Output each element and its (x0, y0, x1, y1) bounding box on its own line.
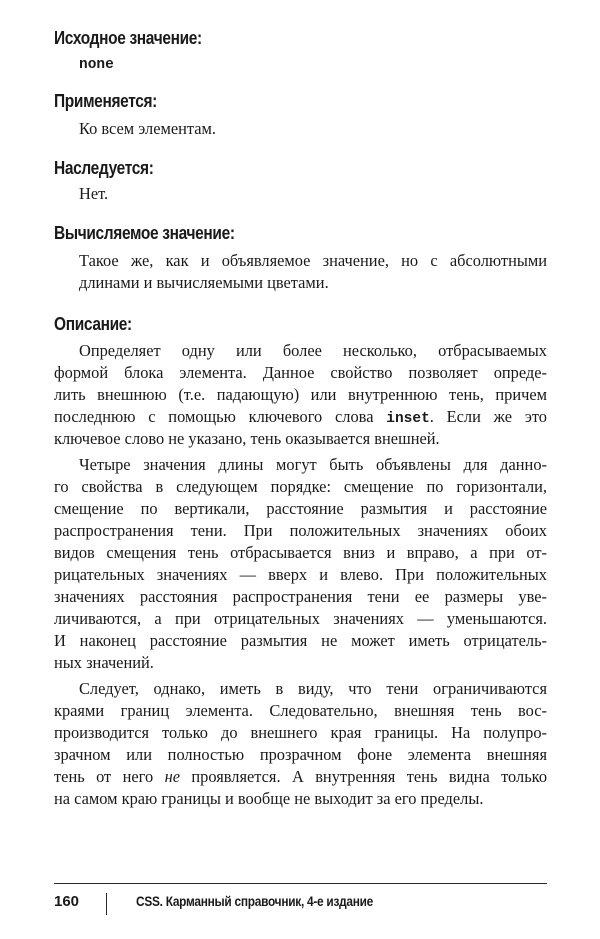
running-title: CSS. Карманный справочник, 4-е издание (136, 894, 374, 909)
inherited-text: Нет. (79, 184, 109, 203)
description-line: значениях расстояния распространения тени ее размеры уве- (54, 587, 547, 606)
description-line: смещение по вертикали, расстояние размытия и расстояние (54, 499, 547, 518)
description-line: рицательных значениях — вверх и влево. При положительных (54, 565, 547, 584)
description-line: на самом краю границы и вообще не выходит за его пределы. (54, 789, 484, 808)
description-line: го свойства в следующем порядке: смещение по горизонтали, (54, 477, 547, 496)
description-line: зрачном или полностью прозрачном фоне элемента внешняя (54, 745, 547, 764)
computed-line: Такое же, как и объявляемое значение, но с абсолютными (79, 251, 547, 270)
description-line: последнюю с помощью ключевого слова inset. Если же это (54, 407, 547, 427)
page-number: 160 (54, 893, 80, 910)
description-line: Четыре значения длины могут быть объявлены для данно- (79, 455, 547, 474)
applies-to-text: Ко всем элементам. (79, 119, 216, 138)
heading-inherited: Наследуется: (54, 158, 154, 178)
description-line: И наконец расстояние размытия не может иметь отрицатель- (54, 631, 547, 650)
description-line: распространения тени. При положительных значениях обоих (54, 521, 547, 540)
description-line: формой блока элемента. Данное свойство позволяет опреде- (54, 363, 547, 382)
description-line: Определяет одну или более несколько, отбрасываемых (79, 341, 547, 360)
description-line: видов смещения тень отбрасывается вниз и вправо, а при от- (54, 543, 547, 562)
emphasis-ne: не (164, 767, 180, 786)
inset-keyword: inset (386, 411, 430, 427)
heading-applies-to: Применяется: (54, 91, 157, 111)
description-line: производится только до внешнего края границы. На полупро- (54, 723, 547, 742)
description-line: тень от него не проявляется. А внутренняя тень видна только (54, 767, 548, 786)
initial-value: none (79, 57, 114, 73)
description-line: лить внешнюю (т.е. падающую) или внутреннюю тень, причем (54, 385, 547, 404)
description-line: Следует, однако, иметь в виду, что тени ограничиваются (79, 679, 547, 698)
description-line: ключевое слово не указано, тень оказывается внешней. (54, 429, 440, 448)
heading-description: Описание: (54, 314, 132, 334)
footer-separator (106, 893, 107, 915)
heading-initial-value: Исходное значение: (54, 28, 202, 48)
description-line: ных значений. (54, 653, 154, 672)
description-line: личиваются, а при отрицательных значениях — уменьшаются. (54, 609, 547, 628)
description-line: краями границ элемента. Следовательно, внешняя тень вос- (54, 701, 547, 720)
heading-computed-value: Вычисляемое значение: (54, 223, 235, 243)
computed-line: длинами и вычисляемыми цветами. (79, 273, 329, 292)
footer-rule (54, 883, 547, 884)
